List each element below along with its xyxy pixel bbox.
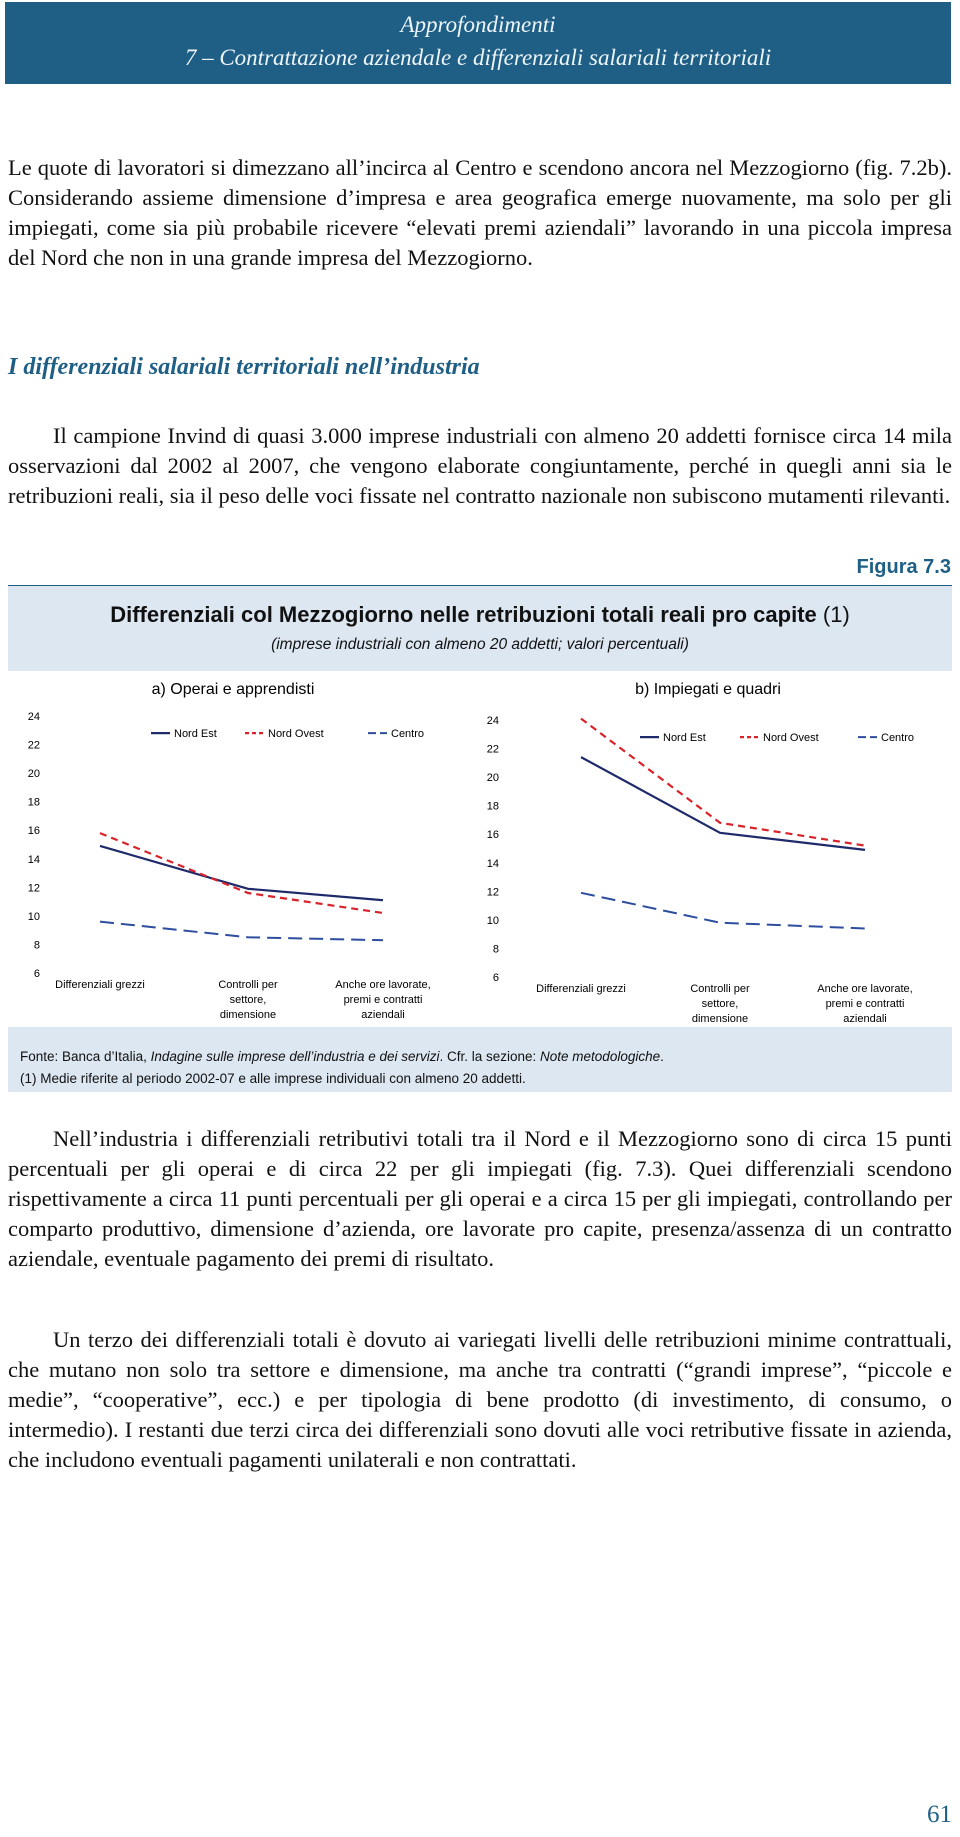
y-tick-label: 24 xyxy=(486,715,499,727)
x-tick-label: Controlli per xyxy=(218,979,278,991)
figure-title xyxy=(8,602,952,628)
figure-note: (1) Medie riferite al periodo 2002-07 e alle imprese individuali con almeno 20 addetti. xyxy=(20,1071,526,1086)
legend-label: Nord Ovest xyxy=(268,728,324,741)
y-tick-label: 12 xyxy=(27,882,40,895)
chart-panel-title: b) Impiegati e quadri xyxy=(635,681,781,698)
y-tick-label: 20 xyxy=(486,772,499,785)
y-tick-label: 14 xyxy=(486,857,499,870)
x-tick-label: dimensione xyxy=(219,1009,277,1021)
y-tick-label: 16 xyxy=(486,829,499,842)
y-tick-label: 22 xyxy=(486,743,499,756)
y-tick-label: 14 xyxy=(27,853,40,866)
series-line-centro xyxy=(581,893,865,929)
legend-label: Nord Ovest xyxy=(763,732,819,745)
paragraph-intro: Le quote di lavoratori si dimezzano all’incirca al Centro e scendono ancora nel Mezzogiorno (fig. 7.2b). Considerando assieme dimensione d’impresa e area geografica emerge nuovamente, ma solo per gli impiegati, come sia più probabile ricevere “elevati premi aziendali” lavorando in una piccola impresa del Nord che non in una grande impresa del Mezzogiorno. xyxy=(8,155,952,270)
x-tick-label: settore, xyxy=(229,994,267,1006)
paragraph-decomposition: Un terzo dei differenziali totali è dovuto ai variegati livelli delle retribuzioni minime contrattuali, che mutano non solo tra settore e dimensione, ma anche tra contratti (“grandi imprese”, “piccole e medie”, “cooperative”, ecc.) e per tipologia di bene prodotto (di investimento, di consumo, o intermedio). I restanti due terzi circa dei differenziali sono dovuti alle voci retributive fissate in azienda, che includono eventuali pagamenti unilaterali e non contrattati. xyxy=(8,1327,952,1472)
legend-label: Nord Est xyxy=(174,728,217,741)
y-tick-label: 6 xyxy=(492,972,499,984)
paragraph-results: Nell’industria i differenziali retributivi totali tra il Nord e il Mezzogiorno sono di circa 15 punti percentuali per gli operai e di circa 22 per gli impiegati (fig. 7.3). Quei differenziali scendono rispettivamente a circa 11 punti percentuali per gli operai e a circa 15 per gli impiegati, controllando per comparto produttivo, dimensione d’azienda, ore lavorate pro capite, presenza/assenza di un contratto aziendale, eventuale pagamento dei premi di risultato. xyxy=(8,1126,952,1271)
source-line xyxy=(20,1046,942,1068)
y-tick-label: 16 xyxy=(27,825,40,838)
y-tick-label: 18 xyxy=(486,800,499,813)
source-mid: . Cfr. la sezione: xyxy=(439,1049,541,1064)
x-tick-label: premi e contratti xyxy=(825,998,905,1010)
chart-panel-title: a) Operai e apprendisti xyxy=(151,681,315,698)
legend-label: Centro xyxy=(391,728,425,741)
y-tick-label: 8 xyxy=(492,943,499,956)
x-tick-label: Anche ore lavorate, xyxy=(335,979,431,991)
y-tick-label: 18 xyxy=(27,796,40,809)
figure-subtitle: (imprese industriali con almeno 20 addetti; valori percentuali) xyxy=(271,636,689,653)
x-tick-label: settore, xyxy=(701,998,739,1010)
legend-label: Centro xyxy=(881,732,915,745)
x-tick-label: aziendali xyxy=(843,1013,887,1025)
y-tick-label: 8 xyxy=(33,939,40,952)
source-survey-title: Indagine sulle imprese dell’industria e dei servizi xyxy=(150,1049,440,1064)
source-notes-title: Note metodologiche xyxy=(540,1049,661,1064)
y-tick-label: 10 xyxy=(486,914,499,927)
x-tick-label: Differenziali grezzi xyxy=(536,983,626,995)
series-line-nord-est xyxy=(581,757,865,850)
figure-source xyxy=(20,1046,942,1090)
figure-title-text: Differenziali col Mezzogiorno nelle retribuzioni totali reali pro capite xyxy=(110,602,817,627)
running-header xyxy=(5,2,951,84)
y-tick-label: 22 xyxy=(27,739,40,752)
y-tick-label: 12 xyxy=(486,886,499,899)
page-number: 61 xyxy=(927,1801,952,1828)
figure-label: Figura 7.3 xyxy=(856,556,951,578)
y-tick-label: 10 xyxy=(27,910,40,923)
figure-box xyxy=(8,585,952,1092)
x-tick-label: Differenziali grezzi xyxy=(55,979,145,991)
charts-svg xyxy=(8,671,952,1027)
paragraph-sample: Il campione Invind di quasi 3.000 imprese industriali con almeno 20 addetti fornisce circa 14 mila osservazioni dal 2002 al 2007, che vengono elaborate congiuntamente, perché in quegli anni sia le retribuzioni reali, sia il peso delle voci fissate nel contratto nazionale non subiscono mutamenti rilevanti. xyxy=(8,423,952,508)
y-tick-label: 20 xyxy=(27,768,40,781)
header-chapter-title: 7 – Contrattazione aziendale e differenziali salariali territoriali xyxy=(184,45,772,70)
series-line-centro xyxy=(100,922,383,941)
source-prefix: Fonte: Banca d’Italia, xyxy=(20,1049,151,1064)
source-suffix: . xyxy=(660,1049,664,1064)
series-line-nord-est xyxy=(100,846,383,900)
x-tick-label: premi e contratti xyxy=(343,994,423,1006)
series-line-nord-ovest xyxy=(581,719,865,846)
x-tick-label: aziendali xyxy=(361,1009,405,1021)
figure-title-note: (1) xyxy=(822,602,850,627)
section-heading: I differenziali salariali territoriali nell’industria xyxy=(8,354,480,380)
y-tick-label: 6 xyxy=(33,968,40,980)
series-line-nord-ovest xyxy=(100,833,383,913)
legend-label: Nord Est xyxy=(663,732,706,745)
x-tick-label: dimensione xyxy=(691,1013,749,1025)
x-tick-label: Anche ore lavorate, xyxy=(817,983,913,995)
x-tick-label: Controlli per xyxy=(690,983,750,995)
y-tick-label: 24 xyxy=(27,711,40,723)
header-section-title: Approfondimenti xyxy=(400,12,556,37)
